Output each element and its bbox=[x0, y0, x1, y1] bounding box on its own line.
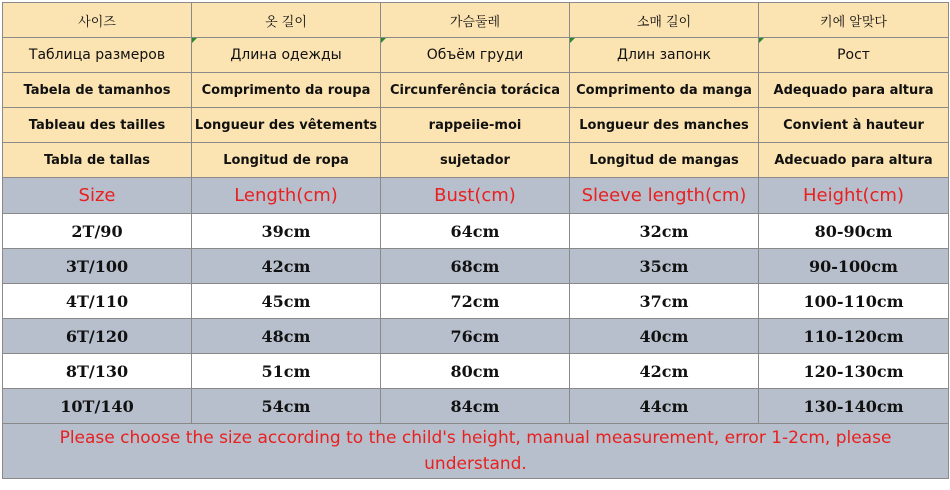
size-cell: 8T/130 bbox=[3, 354, 192, 389]
table-row bbox=[3, 249, 949, 284]
spanish-label-row bbox=[3, 143, 949, 178]
label-cell: sujetador bbox=[381, 143, 570, 178]
height-cell: 120-130cm bbox=[759, 354, 949, 389]
length-cell: 54cm bbox=[192, 389, 381, 424]
sleeve-cell: 32cm bbox=[570, 214, 759, 249]
header-cell-size: Size bbox=[3, 178, 192, 214]
sleeve-cell: 44cm bbox=[570, 389, 759, 424]
size-cell: 10T/140 bbox=[3, 389, 192, 424]
label-cell: Adequado para altura bbox=[759, 73, 949, 108]
height-cell: 80-90cm bbox=[759, 214, 949, 249]
label-cell: Tabla de tallas bbox=[3, 143, 192, 178]
korean-label-row bbox=[3, 3, 949, 38]
label-cell: Convient à hauteur bbox=[759, 108, 949, 143]
bust-cell: 80cm bbox=[381, 354, 570, 389]
label-cell: Comprimento da manga bbox=[570, 73, 759, 108]
label-cell: Longitud de mangas bbox=[570, 143, 759, 178]
label-cell: Таблица размеров bbox=[3, 38, 192, 73]
label-cell: 사이즈 bbox=[3, 3, 192, 38]
table-row bbox=[3, 214, 949, 249]
label-cell: Рост bbox=[759, 38, 949, 73]
length-cell: 45cm bbox=[192, 284, 381, 319]
bust-cell: 76cm bbox=[381, 319, 570, 354]
size-cell: 3T/100 bbox=[3, 249, 192, 284]
label-cell: 가슴둘레 bbox=[381, 3, 570, 38]
length-cell: 42cm bbox=[192, 249, 381, 284]
russian-label-row bbox=[3, 38, 949, 73]
sleeve-cell: 35cm bbox=[570, 249, 759, 284]
label-cell: Длина одежды bbox=[192, 38, 381, 73]
label-cell: rappeiie-moi bbox=[381, 108, 570, 143]
label-cell: Longitud de ropa bbox=[192, 143, 381, 178]
table-row bbox=[3, 389, 949, 424]
table-row bbox=[3, 284, 949, 319]
table-row bbox=[3, 354, 949, 389]
sleeve-cell: 42cm bbox=[570, 354, 759, 389]
size-chart-table bbox=[2, 2, 949, 479]
height-cell: 100-110cm bbox=[759, 284, 949, 319]
label-cell: 키에 알맞다 bbox=[759, 3, 949, 38]
label-cell: Tableau des tailles bbox=[3, 108, 192, 143]
header-cell-bust: Bust(cm) bbox=[381, 178, 570, 214]
bust-cell: 68cm bbox=[381, 249, 570, 284]
length-cell: 51cm bbox=[192, 354, 381, 389]
header-cell-height: Height(cm) bbox=[759, 178, 949, 214]
sleeve-cell: 37cm bbox=[570, 284, 759, 319]
label-cell: Длин запонк bbox=[570, 38, 759, 73]
measurement-note-row bbox=[3, 424, 949, 479]
height-cell: 90-100cm bbox=[759, 249, 949, 284]
size-cell: 4T/110 bbox=[3, 284, 192, 319]
header-cell-sleeve: Sleeve length(cm) bbox=[570, 178, 759, 214]
label-cell: 소매 길이 bbox=[570, 3, 759, 38]
bust-cell: 84cm bbox=[381, 389, 570, 424]
label-cell: Tabela de tamanhos bbox=[3, 73, 192, 108]
label-cell: 옷 길이 bbox=[192, 3, 381, 38]
bust-cell: 64cm bbox=[381, 214, 570, 249]
size-cell: 6T/120 bbox=[3, 319, 192, 354]
bust-cell: 72cm bbox=[381, 284, 570, 319]
height-cell: 110-120cm bbox=[759, 319, 949, 354]
label-cell: Adecuado para altura bbox=[759, 143, 949, 178]
sleeve-cell: 40cm bbox=[570, 319, 759, 354]
label-cell: Longueur des vêtements bbox=[192, 108, 381, 143]
size-cell: 2T/90 bbox=[3, 214, 192, 249]
french-label-row bbox=[3, 108, 949, 143]
height-cell: 130-140cm bbox=[759, 389, 949, 424]
measurement-note: Please choose the size according to the child's height, manual measurement, error 1-2cm, please understand. bbox=[3, 424, 949, 479]
label-cell: Longueur des manches bbox=[570, 108, 759, 143]
table-row bbox=[3, 319, 949, 354]
portuguese-label-row bbox=[3, 73, 949, 108]
length-cell: 48cm bbox=[192, 319, 381, 354]
length-cell: 39cm bbox=[192, 214, 381, 249]
label-cell: Comprimento da roupa bbox=[192, 73, 381, 108]
header-cell-length: Length(cm) bbox=[192, 178, 381, 214]
english-header-row bbox=[3, 178, 949, 214]
label-cell: Circunferência torácica bbox=[381, 73, 570, 108]
label-cell: Объём груди bbox=[381, 38, 570, 73]
